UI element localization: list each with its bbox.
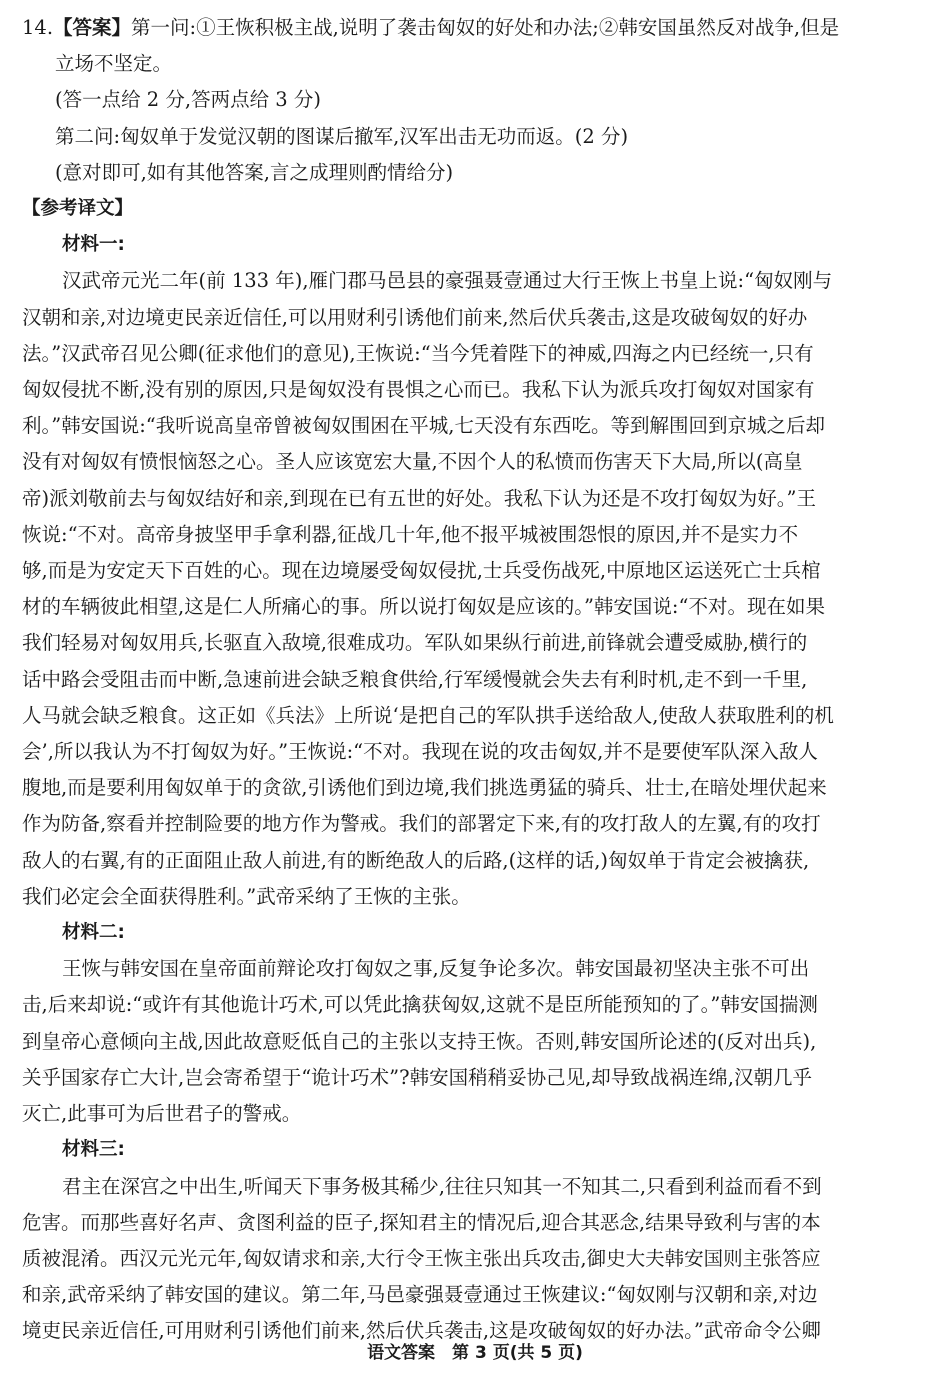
text-line: 汉朝和亲,对边境吏民亲近信任,可以用财利引诱他们前来,然后伏兵袭击,这是攻破匈奴的好办 bbox=[22, 305, 808, 329]
text-line: 关乎国家存亡大计,岂会寄希望于“诡计巧术”?韩安国稍稍妥协己见,却导致战祸连绵,汉朝几乎 bbox=[22, 1065, 812, 1089]
text-line: 汉武帝元光二年(前 133 年),雁门郡马邑县的豪强聂壹通过大行王恢上书皇上说:“匈奴刚与 bbox=[62, 269, 833, 293]
text-line: 击,后来却说:“或许有其他诡计巧术,可以凭此擒获匈奴,这就不是臣所能预知的了。”韩安国揣测 bbox=[22, 993, 818, 1017]
material-2-title: 材料二: bbox=[62, 922, 125, 944]
text-line: 境吏民亲近信任,可用财利引诱他们前来,然后伏兵袭击,这是攻破匈奴的好办法。”武帝命令公卿 bbox=[22, 1319, 821, 1343]
question-number: 14. bbox=[22, 16, 54, 39]
text-line: 质被混淆。西汉元光元年,匈奴请求和亲,大行令王恢主张出兵攻击,御史大夫韩安国则主张答应 bbox=[22, 1246, 821, 1270]
text-line: 我们必定会全面获得胜利。”武帝采纳了王恢的主张。 bbox=[22, 884, 471, 908]
answer-page bbox=[22, 10, 934, 1350]
page-footer: 语文答案 第 3 页(共 5 页) bbox=[367, 1343, 583, 1363]
text-line: 法。”汉武帝召见公卿(征求他们的意见),王恢说:“当今凭着陛下的神威,四海之内已经统一,只有 bbox=[22, 341, 814, 365]
answer-line-2: 立场不坚定。 bbox=[55, 52, 173, 76]
answer-line-1 bbox=[22, 10, 934, 46]
text-line: 人马就会缺乏粮食。这正如《兵法》上所说‘是把自己的军队拱手送给敌人,使敌人获取胜利的机 bbox=[22, 703, 834, 727]
text-line: 君主在深宫之中出生,听闻天下事务极其稀少,往往只知其一不知其二,只看到利益而看不到 bbox=[62, 1174, 822, 1198]
text-line: 话中路会受阻击而中断,急速前进会缺乏粮食供给,行军缓慢就会失去有利时机,走不到一千里, bbox=[22, 667, 808, 691]
material-3-body bbox=[22, 1169, 934, 1350]
text-line: 王恢与韩安国在皇帝面前辩论攻打匈奴之事,反复争论多次。韩安国最初坚决主张不可出 bbox=[62, 957, 810, 981]
text-line: 材的车辆彼此相望,这是仁人所痛心的事。所以说打匈奴是应该的。”韩安国说:“不对。现在如果 bbox=[22, 595, 825, 619]
answer-label: 【答案】 bbox=[53, 16, 132, 39]
text-line: 帝)派刘敬前去与匈奴结好和亲,到现在已有五世的好处。我私下认为还是不攻打匈奴为好。”王 bbox=[22, 486, 817, 510]
material-2-body bbox=[22, 951, 934, 1132]
material-1-body bbox=[22, 263, 934, 915]
text-line: 腹地,而是要利用匈奴单于的贪欲,引诱他们到边境,我们挑选勇猛的骑兵、壮士,在暗处埋伏起来 bbox=[22, 776, 827, 800]
text-line: 和亲,武帝采纳了韩安国的建议。第二年,马邑豪强聂壹通过王恢建议:“匈奴刚与汉朝和亲,对边 bbox=[22, 1283, 818, 1307]
text-line: 危害。而那些喜好名声、贪图利益的臣子,探知君主的情况后,迎合其恶念,结果导致利与害的本 bbox=[22, 1210, 821, 1234]
answer-text: 第一问:①王恢积极主战,说明了袭击匈奴的好处和办法;②韩安国虽然反对战争,但是 bbox=[131, 16, 840, 39]
text-line: 匈奴侵扰不断,没有别的原因,只是匈奴没有畏惧之心而已。我私下认为派兵攻打匈奴对国家有 bbox=[22, 378, 815, 402]
text-line: 我们轻易对匈奴用兵,长驱直入敌境,很难成功。军队如果纵行前进,前锋就会遭受威胁,横行的 bbox=[22, 631, 808, 655]
text-line: 利。”韩安国说:“我听说高皇帝曾被匈奴围困在平城,七天没有东西吃。等到解围回到京城之后却 bbox=[22, 414, 825, 438]
answer-second-question: 第二问:匈奴单于发觉汉朝的图谋后撤军,汉军出击无功而返。(2 分) bbox=[55, 124, 629, 148]
text-line: 会’,所以我认为不打匈奴为好。”王恢说:“不对。我现在说的攻击匈奴,并不是要使军队深入敌人 bbox=[22, 740, 818, 764]
text-line: 灭亡,此事可为后世君子的警戒。 bbox=[22, 1102, 302, 1126]
scoring-note-2: (意对即可,如有其他答案,言之成理则酌情给分) bbox=[55, 160, 454, 184]
material-1-title: 材料一: bbox=[62, 234, 125, 256]
text-line: 够,而是为安定天下百姓的心。现在边境屡受匈奴侵扰,士兵受伤战死,中原地区运送死亡士兵棺 bbox=[22, 559, 821, 583]
material-3-title: 材料三: bbox=[62, 1139, 125, 1161]
text-line: 作为防备,察看并控制险要的地方作为警戒。我们的部署定下来,有的攻打敌人的左翼,有的攻打 bbox=[22, 812, 821, 836]
scoring-note-1: (答一点给 2 分,答两点给 3 分) bbox=[55, 88, 322, 112]
text-line: 到皇帝心意倾向主战,因此故意贬低自己的主张以支持王恢。否则,韩安国所论述的(反对出兵), bbox=[22, 1029, 817, 1053]
translation-heading: 【参考译文】 bbox=[22, 198, 134, 220]
text-line: 敌人的右翼,有的正面阻止敌人前进,有的断绝敌人的后路,(这样的话,)匈奴单于肯定会被擒获, bbox=[22, 848, 810, 872]
text-line: 没有对匈奴有愤恨恼怒之心。圣人应该宽宏大量,不因个人的私愤而伤害天下大局,所以(高皇 bbox=[22, 450, 803, 474]
text-line: 恢说:“不对。高帝身披坚甲手拿利器,征战几十年,他不报平城被围怨恨的原因,并不是实力不 bbox=[22, 522, 799, 546]
